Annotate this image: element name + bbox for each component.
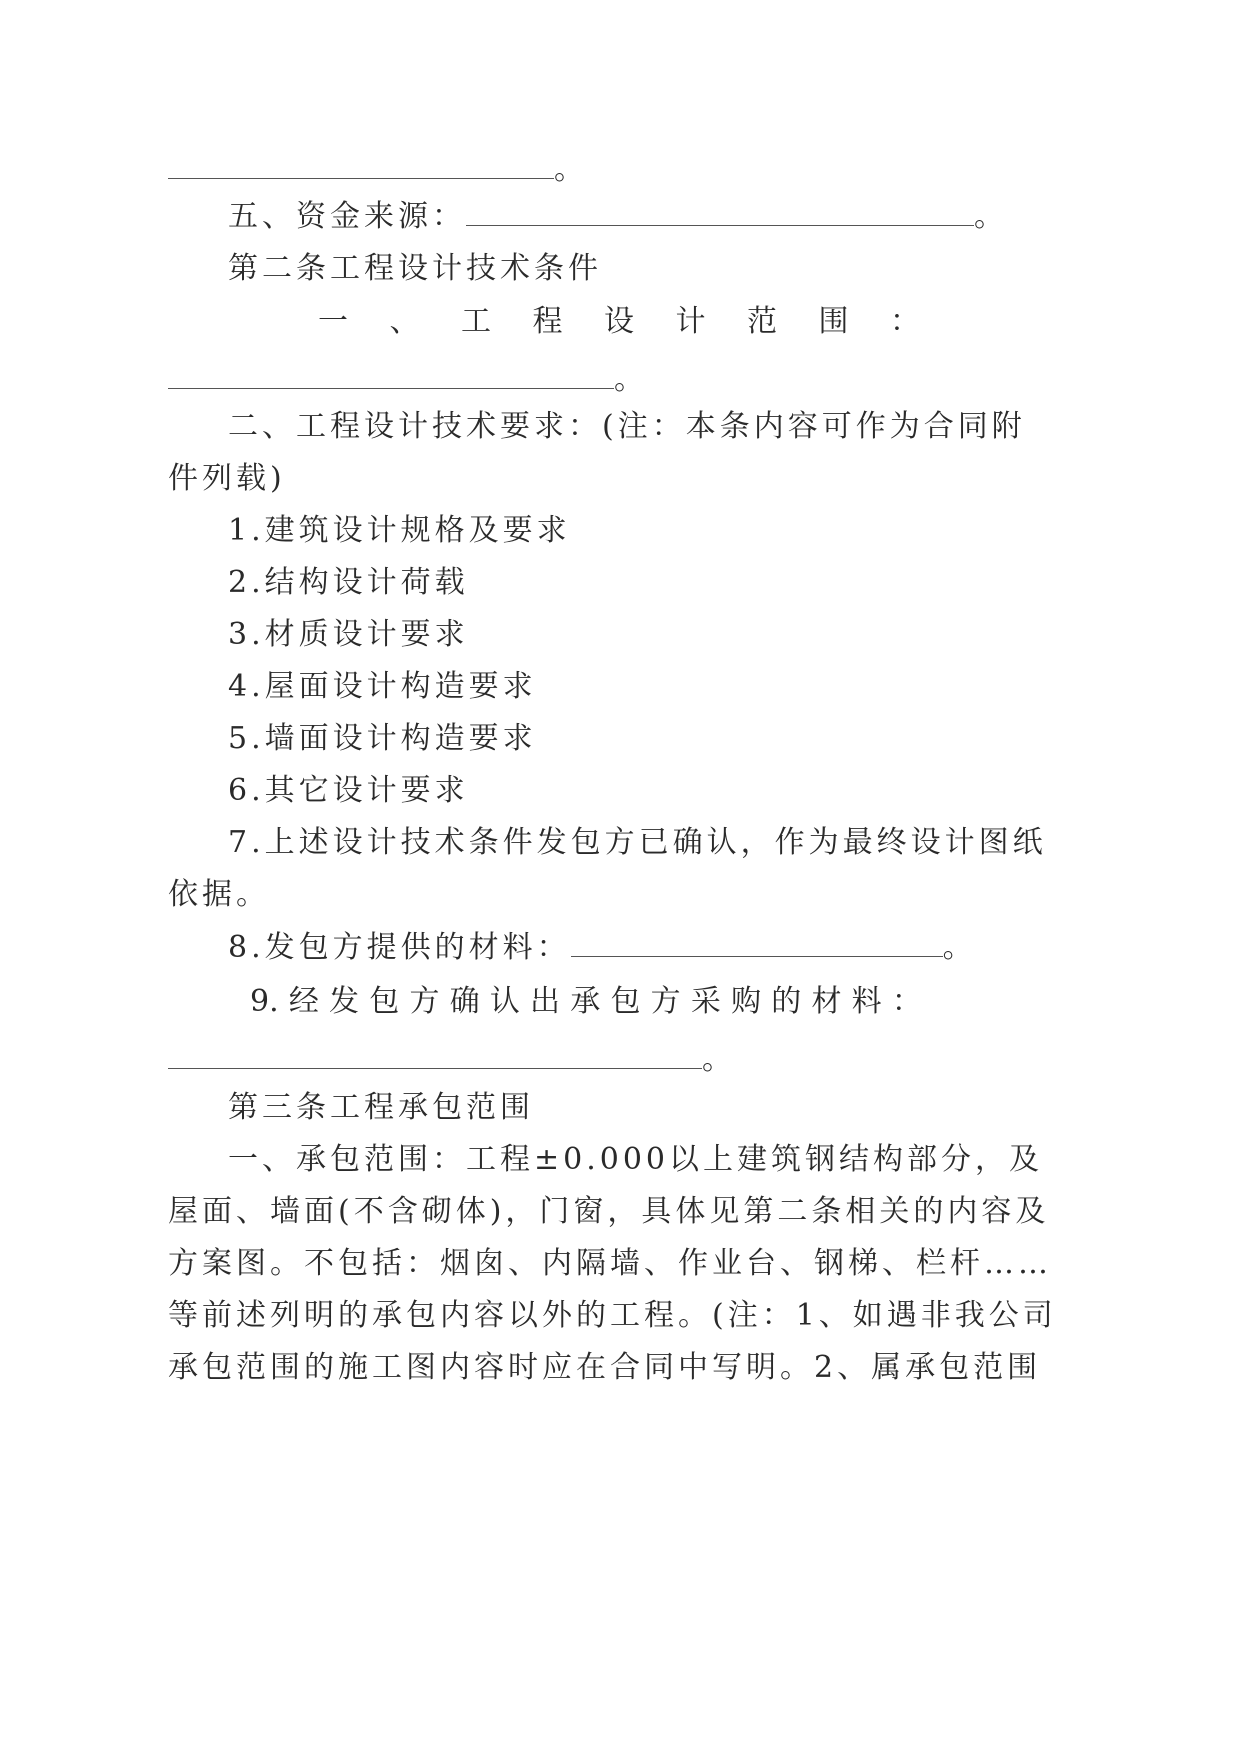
fill-blank <box>571 930 943 957</box>
item-9-char: ： <box>891 984 922 1019</box>
list-item-3: 3.材质设计要求 <box>228 617 469 652</box>
heading-char: 设 <box>604 304 634 339</box>
item-9-char: 包 <box>369 984 400 1019</box>
list-item-6: 6.其它设计要求 <box>228 773 469 808</box>
scope-paragraph-line-1: 一、承包范围：工程±0.000以上建筑钢结构部分，及 <box>228 1142 1044 1177</box>
heading-char: 一 <box>318 304 348 339</box>
item-9-char: 的 <box>771 984 802 1019</box>
list-item-4: 4.屋面设计构造要求 <box>228 669 537 704</box>
article-2-title: 第二条工程设计技术条件 <box>228 251 602 286</box>
item-9-char: 发 <box>329 984 360 1019</box>
fill-blank <box>168 362 614 389</box>
heading-char: 计 <box>675 304 706 339</box>
fill-blank <box>168 1042 702 1069</box>
article-3-title: 第三条工程承包范围 <box>228 1090 534 1125</box>
tech-requirements-line-2: 件列载) <box>168 461 286 496</box>
item-8-label: 8.发包方提供的材料： <box>228 930 571 965</box>
fill-blank <box>168 152 554 179</box>
blank-line-item-9 <box>168 1040 736 1080</box>
funding-source-label: 五、资金来源： <box>228 199 466 234</box>
scope-paragraph-line-3: 方案图。不包括：烟囱、内隔墙、作业台、钢梯、栏杆…… <box>168 1246 1052 1281</box>
item-9-char: 认 <box>489 984 520 1019</box>
heading-char: ： <box>890 304 920 339</box>
period: 。 <box>702 1042 736 1077</box>
list-item-2: 2.结构设计荷载 <box>228 565 469 600</box>
list-item-7-line-2: 依据。 <box>168 877 270 912</box>
item-9-char: 包 <box>610 984 641 1019</box>
item-9-char: 承 <box>570 984 601 1019</box>
period: 。 <box>942 930 977 965</box>
heading-char: 、 <box>389 304 420 339</box>
period: 。 <box>554 152 588 187</box>
item-9-char: 出 <box>530 984 561 1019</box>
tech-requirements-line-1: 二、工程设计技术要求：(注：本条内容可作为合同附 <box>228 409 1026 444</box>
item-9-char: 确 <box>449 984 480 1019</box>
scope-paragraph-line-2: 屋面、墙面(不含砌体)，门窗，具体见第二条相关的内容及 <box>168 1194 1050 1229</box>
item-9-char: 采 <box>690 984 721 1019</box>
period: 。 <box>974 199 1008 234</box>
heading-char: 范 <box>747 304 777 339</box>
heading-char: 程 <box>532 304 563 339</box>
period: 。 <box>614 362 648 397</box>
item-9-char: 经 <box>288 984 319 1019</box>
blank-line-scope <box>168 360 648 400</box>
blank-line-1 <box>168 150 588 190</box>
item-9-char: 9. <box>250 984 279 1019</box>
scope-paragraph-line-4: 等前述列明的承包内容以外的工程。(注：1、如遇非我公司 <box>168 1298 1057 1333</box>
item-9-char: 购 <box>731 984 762 1019</box>
list-item-9 <box>250 982 922 1022</box>
scope-paragraph-line-5: 承包范围的施工图内容时应在合同中写明。2、属承包范围 <box>168 1350 1042 1385</box>
funding-source-line <box>228 197 1008 237</box>
item-9-char: 方 <box>409 984 440 1019</box>
item-9-char: 材 <box>811 984 842 1019</box>
heading-char: 围 <box>818 304 849 339</box>
fill-blank <box>466 199 974 226</box>
list-item-1: 1.建筑设计规格及要求 <box>228 513 571 548</box>
item-9-char: 方 <box>650 984 681 1019</box>
list-item-8 <box>228 928 977 968</box>
list-item-7-line-1: 7.上述设计技术条件发包方已确认，作为最终设计图纸 <box>228 825 1047 860</box>
item-9-char: 料 <box>851 984 882 1019</box>
list-item-5: 5.墙面设计构造要求 <box>228 721 537 756</box>
design-scope-heading <box>318 302 920 342</box>
heading-char: 工 <box>461 304 491 339</box>
